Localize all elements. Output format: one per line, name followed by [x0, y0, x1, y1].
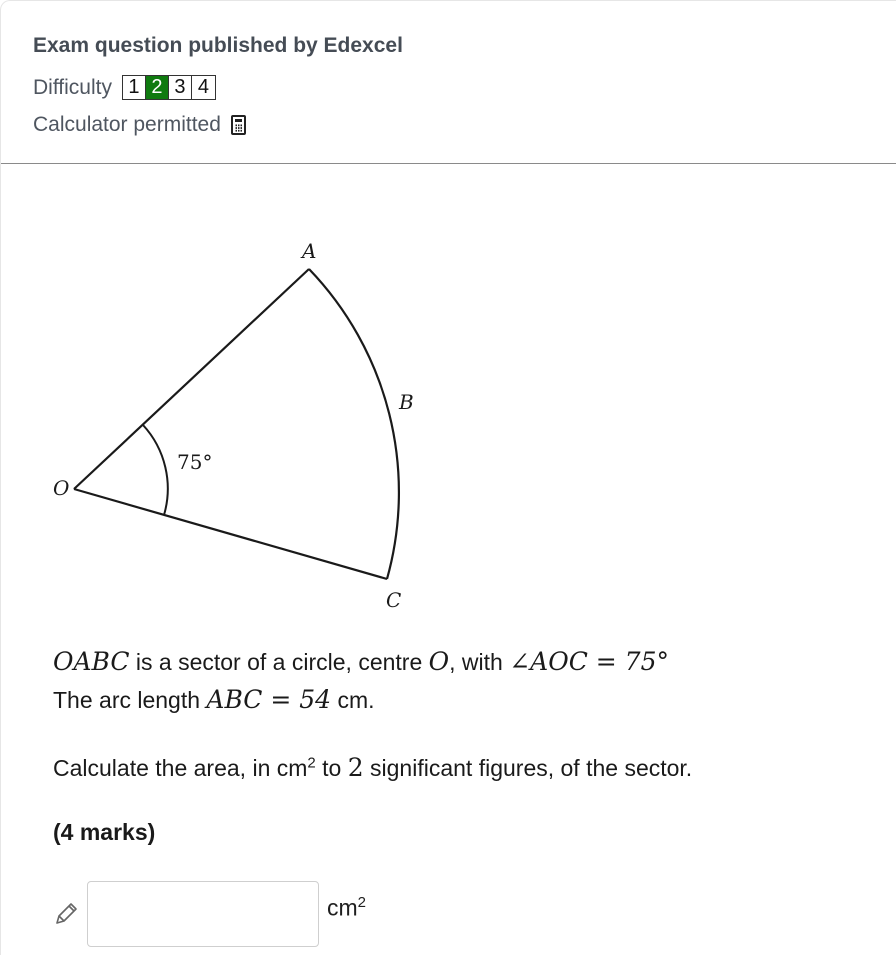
difficulty-label: Difficulty	[33, 75, 112, 99]
answer-unit	[327, 894, 366, 922]
answer-input[interactable]	[87, 881, 319, 947]
angle-arc	[143, 425, 168, 515]
line1-text-b: , with	[449, 649, 510, 675]
angle-expression: ∠AOC = 75°	[509, 647, 669, 676]
line3-text-a: Calculate the area, in	[53, 755, 277, 781]
label-B: B	[399, 390, 414, 414]
answer-unit-text: cm	[327, 894, 358, 921]
label-O: O	[53, 476, 70, 500]
centre-name: O	[428, 647, 450, 676]
line2-text: The arc length	[53, 687, 207, 713]
line3-num: 2	[347, 753, 364, 782]
label-C: C	[386, 588, 402, 612]
arc-expression: ABC = 54	[206, 685, 332, 714]
difficulty-level-1: 1	[123, 76, 146, 99]
line2-unit: cm.	[331, 687, 375, 713]
marks-label: (4 marks)	[53, 819, 156, 845]
line3-text-b: to	[315, 755, 348, 781]
line3-text-c: significant figures, of the sector.	[363, 755, 693, 781]
source-label: Exam question published by Edexcel	[33, 34, 403, 57]
sector-diagram	[1, 1, 896, 641]
sector-name: OABC	[53, 647, 130, 676]
label-A: A	[302, 239, 317, 263]
question-line-1	[53, 647, 669, 676]
angle-label: 75°	[177, 450, 213, 474]
line1-text-a: is a sector of a circle, centre	[129, 649, 429, 675]
pencil-icon	[53, 901, 79, 927]
answer-unit-sup: 2	[357, 894, 367, 912]
radius-OC	[74, 489, 387, 579]
answer-row	[53, 881, 366, 947]
difficulty-level-3: 3	[169, 76, 192, 99]
difficulty-level-4: 4	[197, 76, 210, 98]
calculator-label: Calculator permitted	[33, 113, 221, 136]
difficulty-level-2: 2	[146, 76, 169, 99]
arc-ABC	[309, 269, 399, 579]
question-line-3	[53, 753, 692, 782]
line3-unit: cm	[276, 755, 308, 781]
line3-sup: 2	[307, 754, 316, 772]
question-line-2	[53, 685, 375, 714]
